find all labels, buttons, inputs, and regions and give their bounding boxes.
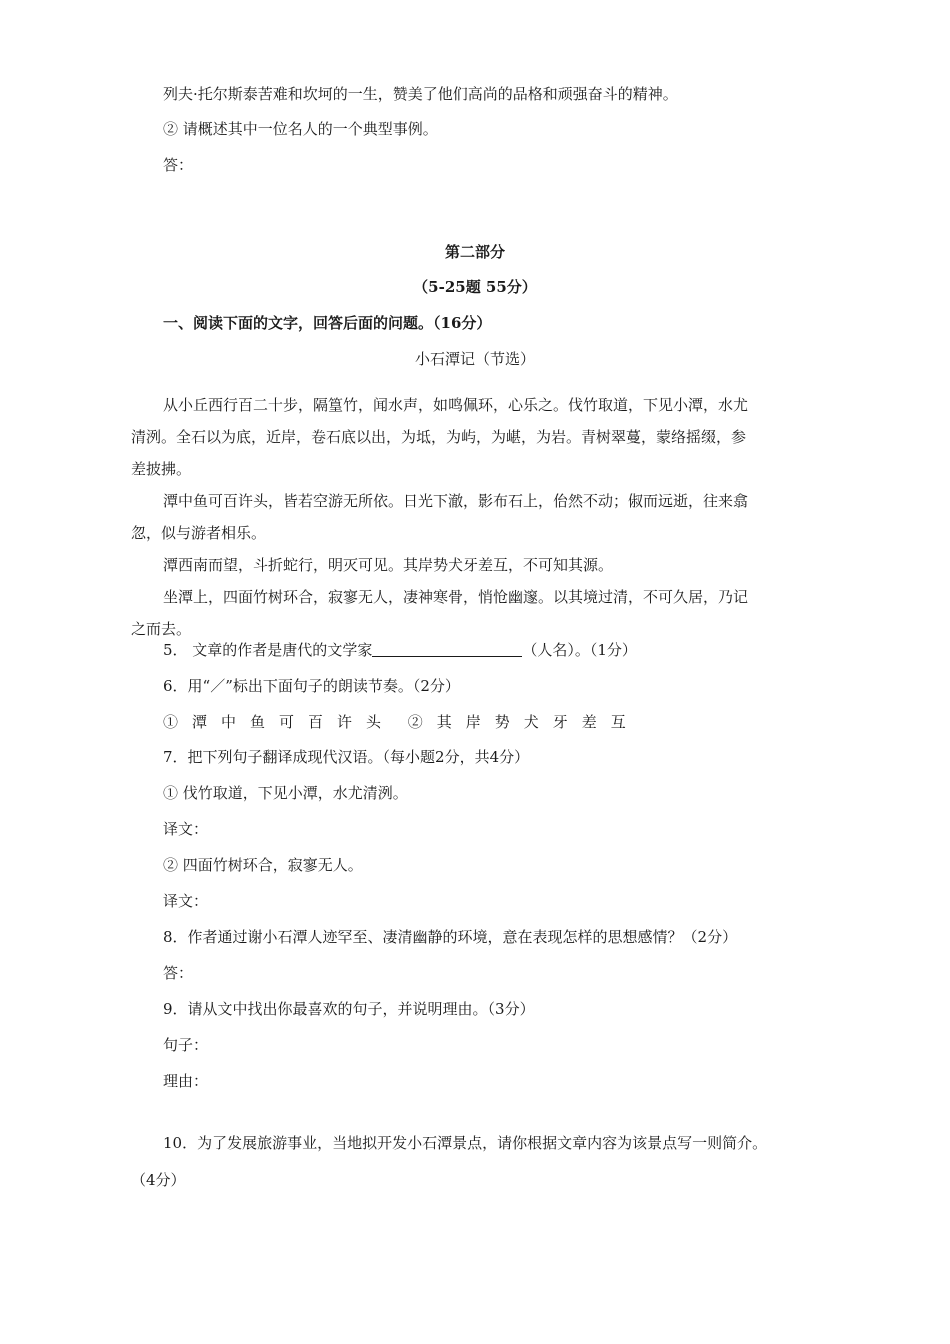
question-9: 9．请从文中找出你最喜欢的句子，并说明理由。（3分） bbox=[163, 1000, 535, 1018]
author-answer-blank[interactable] bbox=[372, 642, 522, 657]
sentence-label: 句子： bbox=[163, 1036, 209, 1054]
question-8: 8．作者通过谢小石潭人迹罕至、凄清幽静的环境，意在表现怎样的思想感情？（2分） bbox=[163, 928, 738, 946]
passage-line: 坐潭上，四面竹树环合，寂寥无人，凄神寒骨，悄怆幽邃。以其境过清，不可久居，乃记 bbox=[163, 588, 749, 606]
question-5 bbox=[163, 640, 637, 660]
passage-line: 差披拂。 bbox=[131, 460, 192, 478]
passage-line: 清洌。全石以为底，近岸，卷石底以出，为坻，为屿，为嵁，为岩。青树翠蔓，蒙络摇缀，参 bbox=[131, 428, 747, 446]
passage-line: 之而去。 bbox=[131, 620, 192, 638]
reason-label: 理由： bbox=[163, 1072, 209, 1090]
passage-line: 潭西南而望，斗折蛇行，明灭可见。其岸势犬牙差互，不可知其源。 bbox=[163, 556, 614, 574]
part1-question-sub2: ② 请概述其中一位名人的一个典型事例。 bbox=[163, 120, 438, 138]
answer-label: 答： bbox=[163, 964, 194, 982]
question-6-item-1: ①潭中鱼可百许头 bbox=[163, 713, 396, 731]
question-10: 10．为了发展旅游事业，当地拟开发小石潭景点，请你根据文章内容为该景点写一则简介。 bbox=[163, 1134, 768, 1152]
question-5-suffix: （人名）。（1分） bbox=[522, 641, 637, 659]
question-7-item-1: ① 伐竹取道，下见小潭，水尤清洌。 bbox=[163, 784, 408, 802]
part2-subtitle: （5-25题 55分） bbox=[413, 278, 537, 296]
translation-label: 译文： bbox=[163, 820, 209, 838]
question-7-item-2: ② 四面竹树环合，寂寥无人。 bbox=[163, 856, 363, 874]
question-6-items bbox=[163, 712, 640, 732]
passage-line: 忽，似与游者相乐。 bbox=[131, 524, 267, 542]
passage-line: 从小丘西行百二十步，隔篁竹，闻水声，如鸣佩环，心乐之。伐竹取道，下见小潭，水尤 bbox=[163, 396, 749, 414]
part2-title: 第二部分 bbox=[444, 243, 505, 261]
section1-heading: 一、阅读下面的文字，回答后面的问题。（16分） bbox=[163, 314, 492, 332]
question-5-prefix: 5． 文章的作者是唐代的文学家 bbox=[163, 641, 373, 659]
question-10-score: （4分） bbox=[131, 1171, 186, 1189]
part1-text-line: 列夫·托尔斯泰苦难和坎坷的一生，赞美了他们高尚的品格和顽强奋斗的精神。 bbox=[163, 85, 678, 103]
passage-title: 小石潭记（节选） bbox=[414, 350, 535, 368]
passage-line: 潭中鱼可百许头，皆若空游无所依。日光下澈，影布石上，佁然不动；俶而远逝，往来翕 bbox=[163, 492, 749, 510]
question-6: 6．用“／”标出下面句子的朗读节奏。（2分） bbox=[163, 677, 460, 695]
question-6-item-2: ②其岸势犬牙差互 bbox=[407, 713, 640, 731]
question-7: 7．把下列句子翻译成现代汉语。（每小题2分，共4分） bbox=[163, 748, 530, 766]
part1-answer-label: 答： bbox=[163, 156, 194, 174]
translation-label: 译文： bbox=[163, 892, 209, 910]
